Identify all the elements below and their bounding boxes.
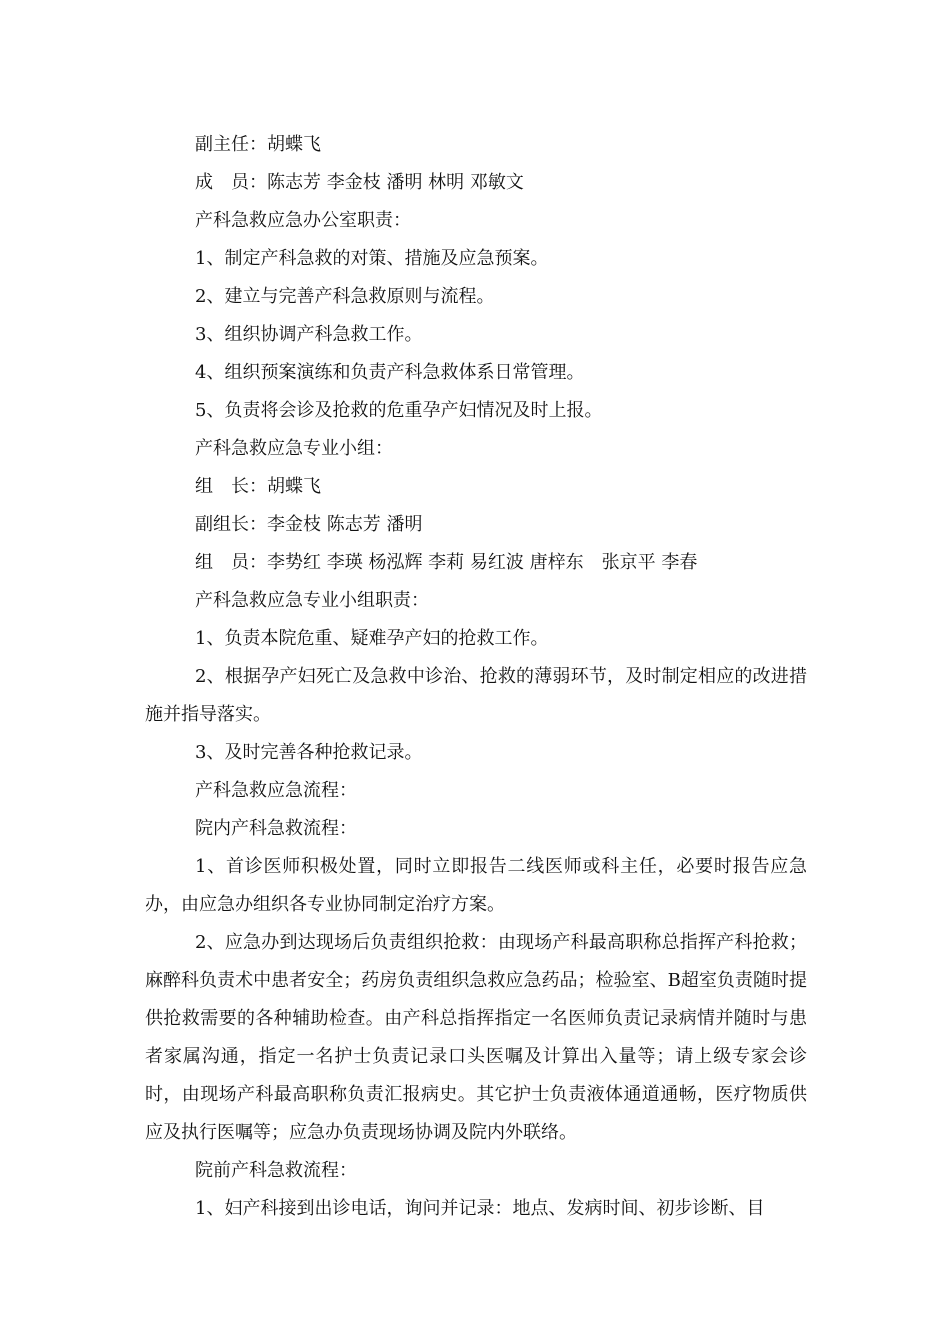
team-leader-line: 组 长：胡蝶飞 bbox=[195, 476, 321, 497]
pre-hospital-process-heading: 院前产科急救流程： bbox=[195, 1160, 357, 1181]
team-duty-item: 2、根据孕产妇死亡及急救中诊治、抢救的薄弱环节，及时制定相应的改进措施并指导落实。 bbox=[145, 666, 807, 725]
office-duty-item: 2、建立与完善产科急救原则与流程。 bbox=[195, 286, 495, 307]
office-duty-item: 4、组织预案演练和负责产科急救体系日常管理。 bbox=[195, 362, 585, 383]
vice-director-line: 副主任：胡蝶飞 bbox=[195, 134, 321, 155]
office-duty-item: 5、负责将会诊及抢救的危重孕产妇情况及时上报。 bbox=[195, 400, 603, 421]
team-heading: 产科急救应急专业小组： bbox=[195, 438, 393, 459]
members-line: 成 员：陈志芳 李金枝 潘明 林明 邓敏文 bbox=[195, 172, 524, 193]
in-hospital-step: 1、首诊医师积极处置，同时立即报告二线医师或科主任，必要时报告应急办，由应急办组织各专业协同制定治疗方案。 bbox=[145, 856, 807, 915]
team-duty-item: 3、及时完善各种抢救记录。 bbox=[195, 742, 423, 763]
team-duty-item: 1、负责本院危重、疑难孕产妇的抢救工作。 bbox=[195, 628, 549, 649]
team-duties-heading: 产科急救应急专业小组职责： bbox=[195, 590, 429, 611]
office-duty-item: 3、组织协调产科急救工作。 bbox=[195, 324, 423, 345]
in-hospital-process-heading: 院内产科急救流程： bbox=[195, 818, 357, 839]
office-duties-heading: 产科急救应急办公室职责： bbox=[195, 210, 411, 231]
in-hospital-step: 2、应急办到达现场后负责组织抢救：由现场产科最高职称总指挥产科抢救；麻醉科负责术中患者安全；药房负责组织急救应急药品；检验室、B超室负责随时提供抢救需要的各种辅助检查。由产科总指挥指定一名医师负责记录病情并随时与患者家属沟通，指定一名护士负责记录口头医嘱及计算出入量等；请上级专家会诊时，由现场产科最高职称负责汇报病史。其它护士负责液体通道通畅，医疗物质供应及执行医嘱等；应急办负责现场协调及院内外联络。 bbox=[145, 932, 807, 1143]
team-vice-leader-line: 副组长：李金枝 陈志芳 潘明 bbox=[195, 514, 423, 535]
process-heading: 产科急救应急流程： bbox=[195, 780, 357, 801]
pre-hospital-step: 1、妇产科接到出诊电话，询问并记录：地点、发病时间、初步诊断、目 bbox=[195, 1198, 765, 1219]
document-body bbox=[145, 126, 807, 1228]
team-members-line: 组 员：李势红 李瑛 杨泓辉 李莉 易红波 唐梓东 张京平 李春 bbox=[195, 552, 698, 573]
office-duty-item: 1、制定产科急救的对策、措施及应急预案。 bbox=[195, 248, 549, 269]
